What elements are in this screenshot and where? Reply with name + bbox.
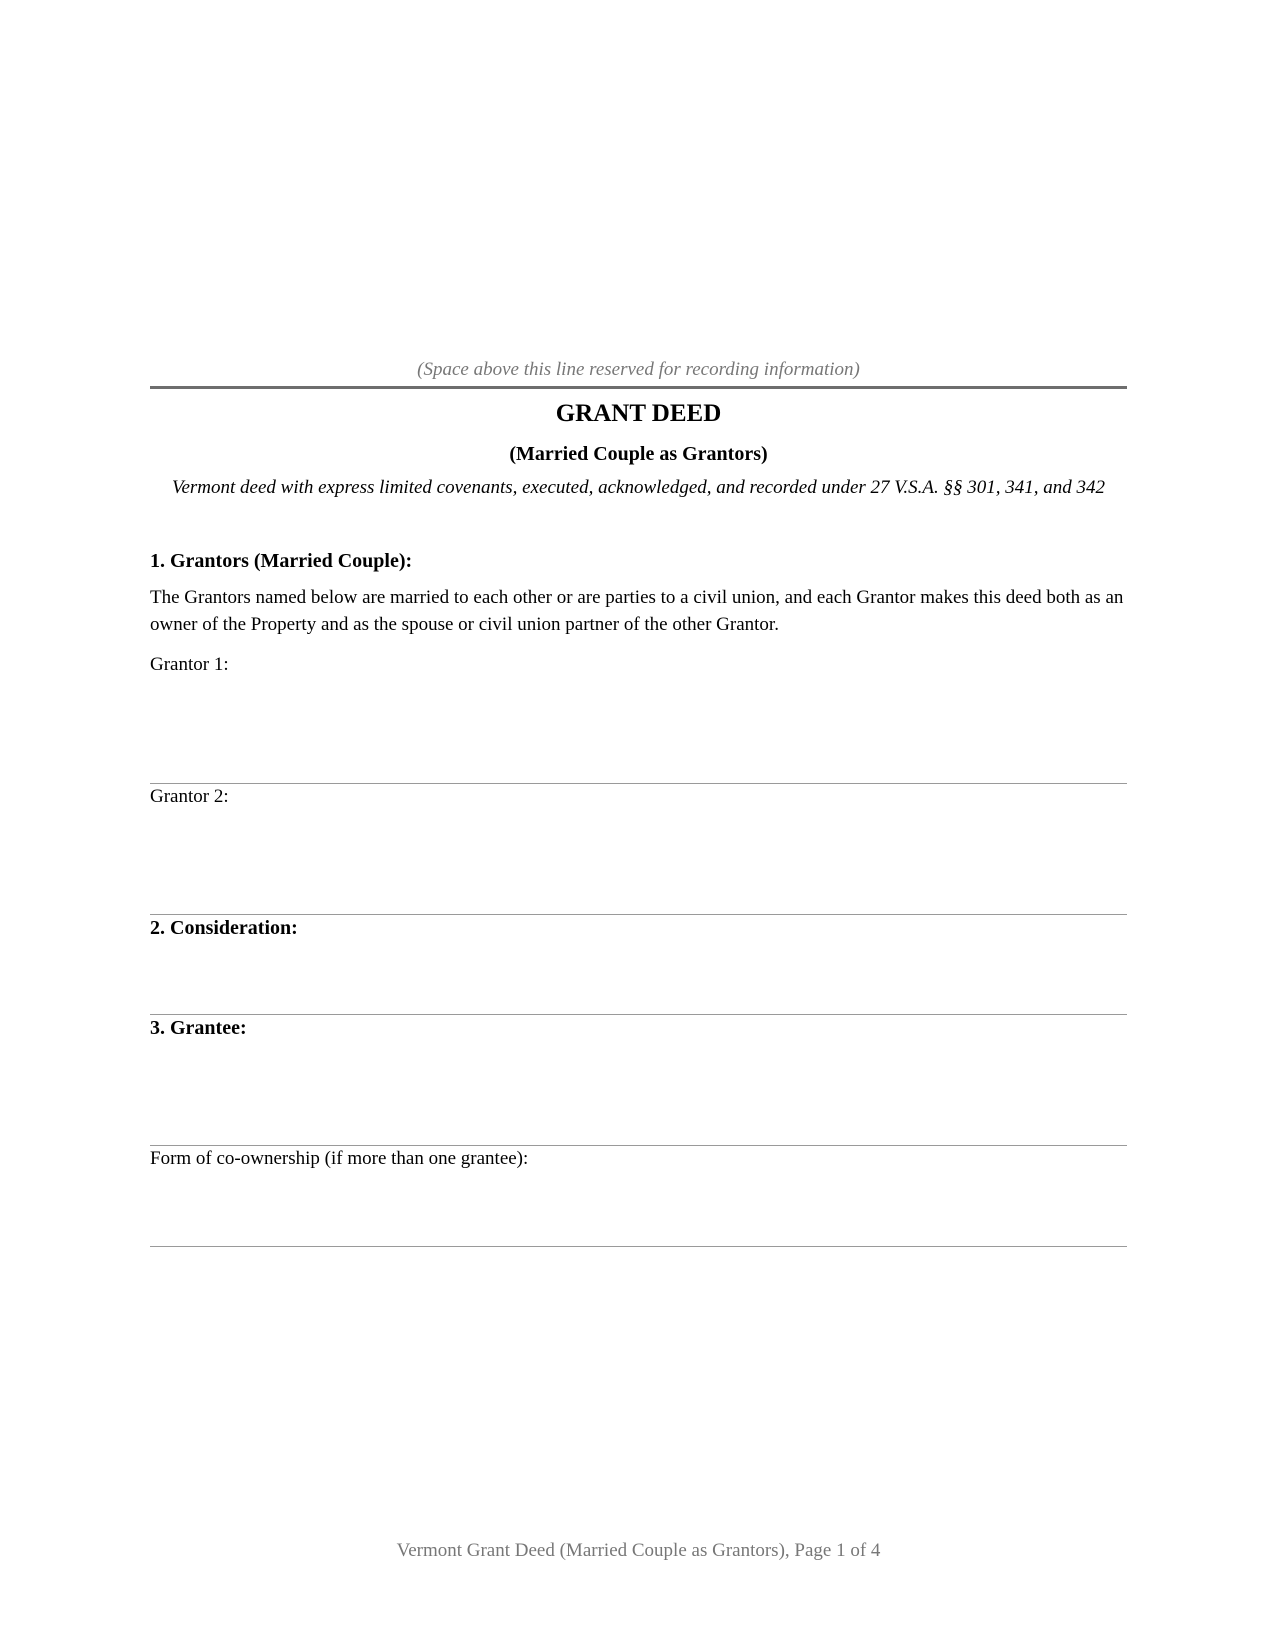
grantor-1-field-line[interactable] [150, 783, 1127, 784]
section-heading-grantee: 3. Grantee: [150, 1017, 247, 1039]
recording-space-note: (Space above this line reserved for recording information) [417, 359, 860, 380]
grantee-field-line[interactable] [150, 1145, 1127, 1146]
grantor-2-label: Grantor 2: [150, 786, 229, 807]
recording-divider [150, 386, 1127, 389]
consideration-field-line[interactable] [150, 1014, 1127, 1015]
coownership-label: Form of co-ownership (if more than one grantee): [150, 1148, 529, 1169]
page-footer: Vermont Grant Deed (Married Couple as Grantors), Page 1 of 4 [396, 1540, 881, 1561]
grantor-1-label: Grantor 1: [150, 654, 229, 675]
section-heading-grantors: 1. Grantors (Married Couple): [150, 550, 413, 572]
grantors-intro-paragraph: The Grantors named below are married to each other or are parties to a civil union, and each Grantor makes this deed both as an owner of the Property and as the spouse or civil union partner of the other Grantor. [150, 587, 1124, 635]
document-title: GRANT DEED [555, 400, 722, 427]
statute-note: Vermont deed with express limited covenants, executed, acknowledged, and recorded under 27 V.S.A. §§ 301, 341, and 342 [171, 477, 1106, 498]
coownership-field-line[interactable] [150, 1246, 1127, 1247]
grantor-2-field-line[interactable] [150, 914, 1127, 915]
section-heading-consideration: 2. Consideration: [150, 917, 298, 939]
deed-page [150, 0, 1127, 1650]
document-subtitle: (Married Couple as Grantors) [509, 443, 768, 465]
